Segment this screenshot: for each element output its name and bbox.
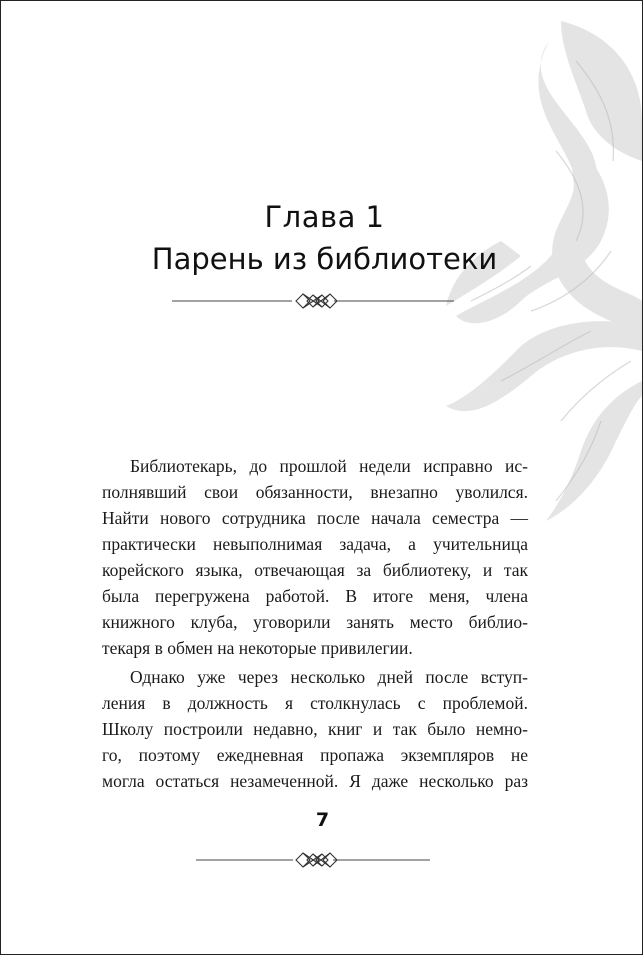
text-line: Библиотекарь, до прошлой недели исправно ис- (130, 456, 528, 476)
text-line: Найти нового сотрудника после начала семестра — (102, 508, 528, 528)
text-line: книжного клуба, уговорили занять место библио- (102, 612, 528, 632)
body-text (102, 453, 528, 794)
text-line: была перегружена работой. В итоге меня, члена (102, 586, 528, 606)
endless-knot-icon (172, 289, 454, 313)
text-line: корейского языка, отвечающая за библиотеку, и так (102, 560, 528, 580)
text-line: Однако уже через несколько дней после вступ- (130, 667, 528, 687)
text-line: го, поэтому ежедневная пропажа экземпляров не (102, 745, 528, 765)
paragraph (102, 453, 528, 661)
chapter-heading (1, 197, 643, 279)
chapter-number: Глава 1 (264, 200, 385, 234)
text-line: Школу построили недавно, книг и так было немно- (102, 719, 528, 739)
text-line: могла остаться незамеченной. Я даже несколько раз (102, 771, 528, 791)
page-number: 7 (315, 809, 330, 831)
paragraph (102, 664, 528, 794)
text-line: полнявший свои обязанности, внезапно уволился. (102, 482, 528, 502)
chapter-title: Парень из библиотеки (151, 242, 498, 276)
text-line: практически невыполнимая задача, а учительница (102, 534, 528, 554)
text-line: ления в должность я столкнулась с проблемой. (102, 693, 528, 713)
endless-knot-icon (196, 848, 430, 872)
text-line: текаря в обмен на некоторые привилегии. (102, 638, 413, 658)
